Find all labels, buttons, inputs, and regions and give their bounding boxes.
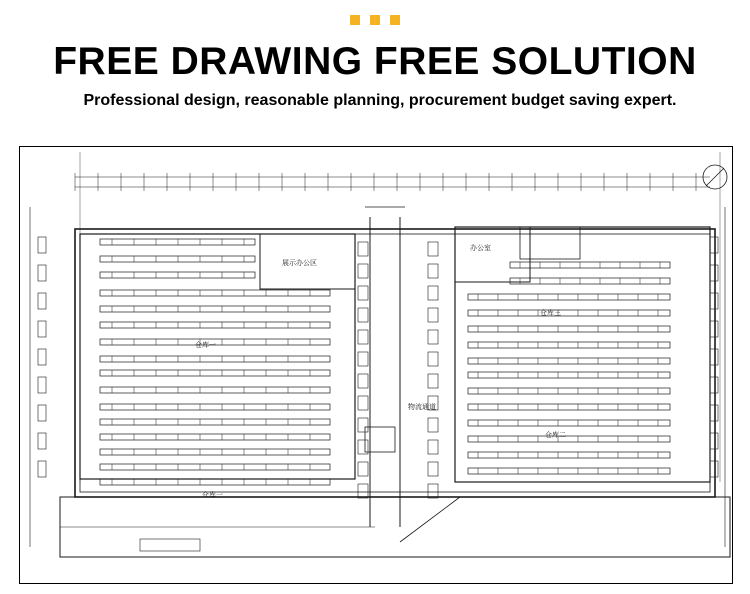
zone-label-c: 仓库三 [540, 309, 561, 317]
room-label-left: 展示办公区 [282, 259, 317, 267]
accent-dot [370, 15, 380, 25]
zone-label-a: 仓库一 [195, 341, 216, 349]
accent-dot [350, 15, 360, 25]
zone-label-b: 仓库二 [545, 431, 566, 439]
floor-plan-drawing [20, 147, 732, 583]
page-subtitle: Professional design, reasonable planning, procurement budget saving expert. [83, 92, 677, 109]
accent-dots [0, 15, 750, 25]
zone-label-a-lower: 仓库一 [202, 491, 223, 499]
room-label-right: 办公室 [470, 244, 491, 252]
accent-dot [390, 15, 400, 25]
page-title: FREE DRAWING FREE SOLUTION [53, 40, 697, 83]
drawing-frame [19, 146, 733, 584]
corridor-label: 物流通道 [408, 403, 436, 411]
